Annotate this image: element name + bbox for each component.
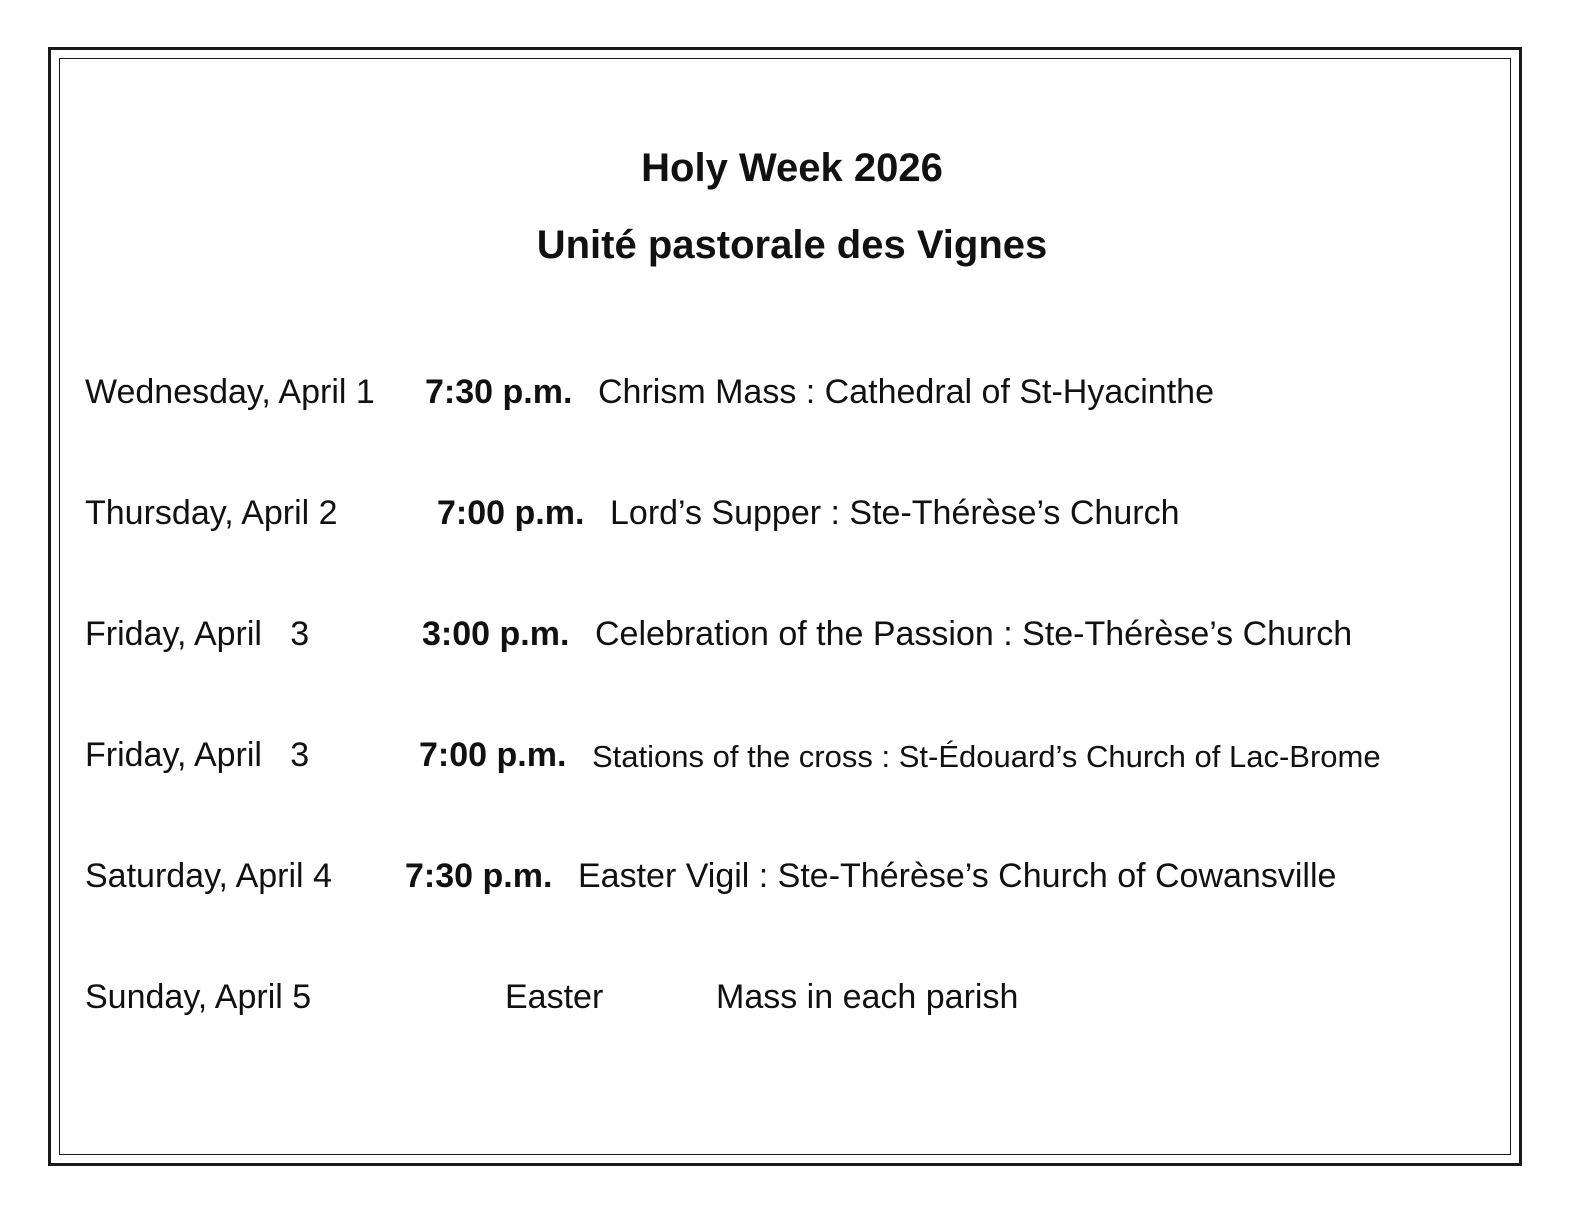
schedule-time: 3:00 p.m. (422, 615, 570, 653)
page-title: Holy Week 2026 (641, 146, 943, 190)
schedule-event: Lord’s Supper : Ste-Thérèse’s Church (610, 494, 1180, 532)
schedule-day: Wednesday, April 1 (85, 373, 375, 411)
schedule-time: 7:30 p.m. (405, 857, 553, 895)
schedule-event: Stations of the cross : St-Édouard’s Church of Lac-Brome (592, 739, 1381, 774)
schedule-time: 7:30 p.m. (425, 373, 573, 411)
schedule-day: Friday, April 3 (85, 615, 310, 653)
schedule-day: Thursday, April 2 (85, 494, 338, 532)
schedule-time: 7:00 p.m. (419, 736, 567, 774)
page-subtitle: Unité pastorale des Vignes (536, 223, 1048, 267)
schedule-event: Easter Vigil : Ste-Thérèse’s Church of Cowansville (578, 857, 1337, 895)
schedule-day: Friday, April 3 (85, 736, 310, 774)
schedule-event: Chrism Mass : Cathedral of St-Hyacinthe (598, 373, 1214, 411)
schedule-day: Saturday, April 4 (85, 857, 332, 895)
schedule-occasion: Easter (505, 978, 604, 1016)
schedule-event: Celebration of the Passion : Ste-Thérèse’s Church (595, 615, 1353, 653)
schedule-event: Mass in each parish (716, 978, 1019, 1016)
schedule-day: Sunday, April 5 (85, 978, 312, 1016)
schedule-time: 7:00 p.m. (437, 494, 585, 532)
